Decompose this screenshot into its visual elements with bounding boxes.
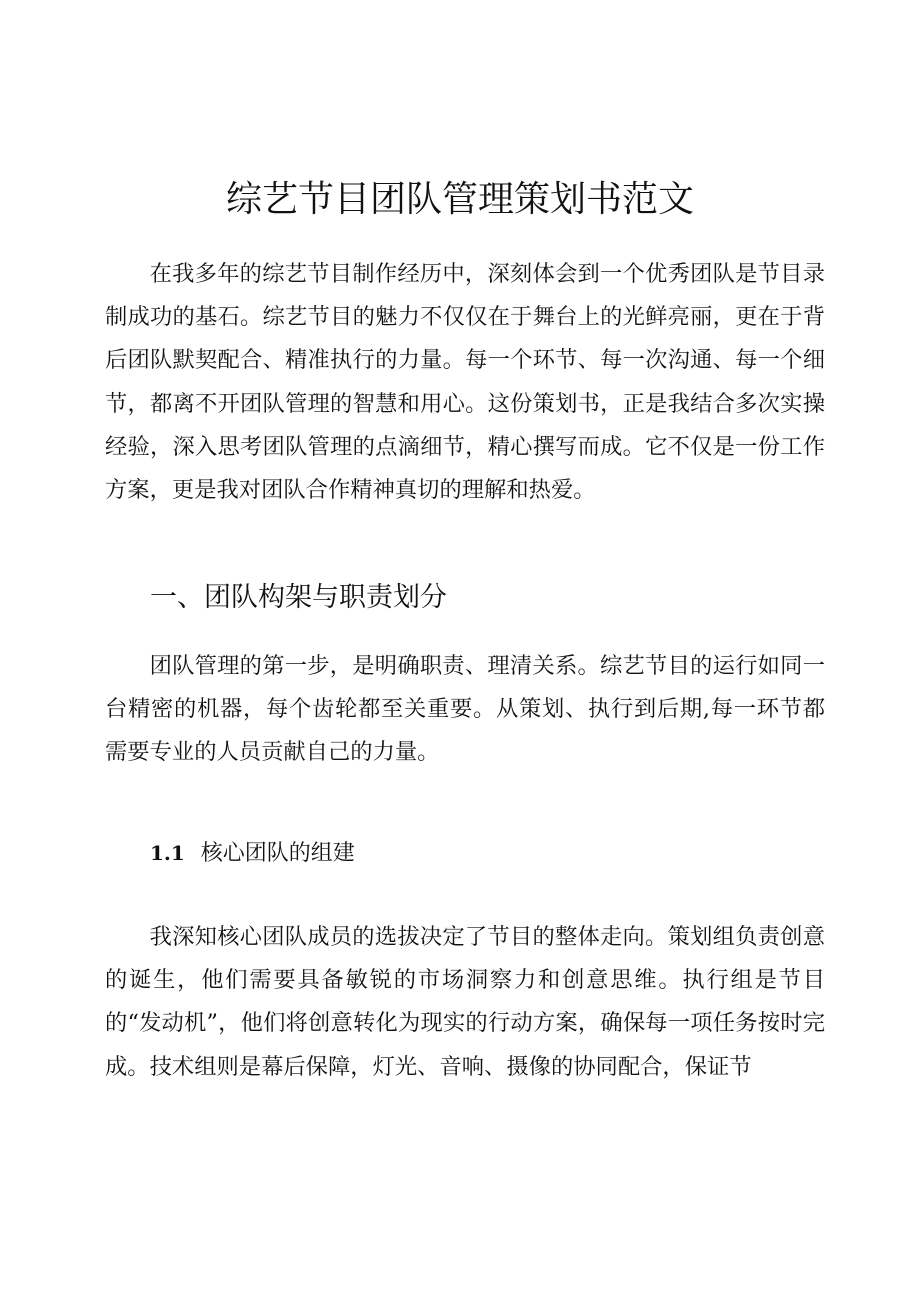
document-title: 综艺节目团队管理策划书范文 [225,179,694,220]
section-1-1-number: 1.1 [150,841,185,865]
section-1-paragraph: 团队管理的第一步，是明确职责、理清关系。综艺节目的运行如同一台精密的机器，每个齿轮都至关重要。从策划、执行到后期,每一环节都需要专业的人员贡献自己的力量。 [105,653,825,766]
section-1-heading: 一、团队构架与职责划分 [150,582,447,613]
section-1-1-heading [150,833,355,874]
intro-paragraph: 在我多年的综艺节目制作经历中，深刻体会到一个优秀团队是节目录制成功的基石。综艺节目的魅力不仅仅在于舞台上的光鲜亮丽，更在于背后团队默契配合、精准执行的力量。每一个环节、每一次沟通、每一个细节，都离不开团队管理的智慧和用心。这份策划书，正是我结合多次实操经验，深入思考团队管理的点滴细节，精心撰写而成。它不仅是一份工作方案，更是我对团队合作精神真切的理解和热爱。 [105,261,825,504]
section-1-1-paragraph: 我深知核心团队成员的选拔决定了节目的整体走向。策划组负责创意的诞生，他们需要具备敏锐的市场洞察力和创意思维。执行组是节目的“发动机”，他们将创意转化为现实的行动方案，确保每一项任务按时完成。技术组则是幕后保障，灯光、音响、摄像的协同配合，保证节 [105,924,825,1080]
section-1-1-title: 核心团队的组建 [200,841,355,866]
